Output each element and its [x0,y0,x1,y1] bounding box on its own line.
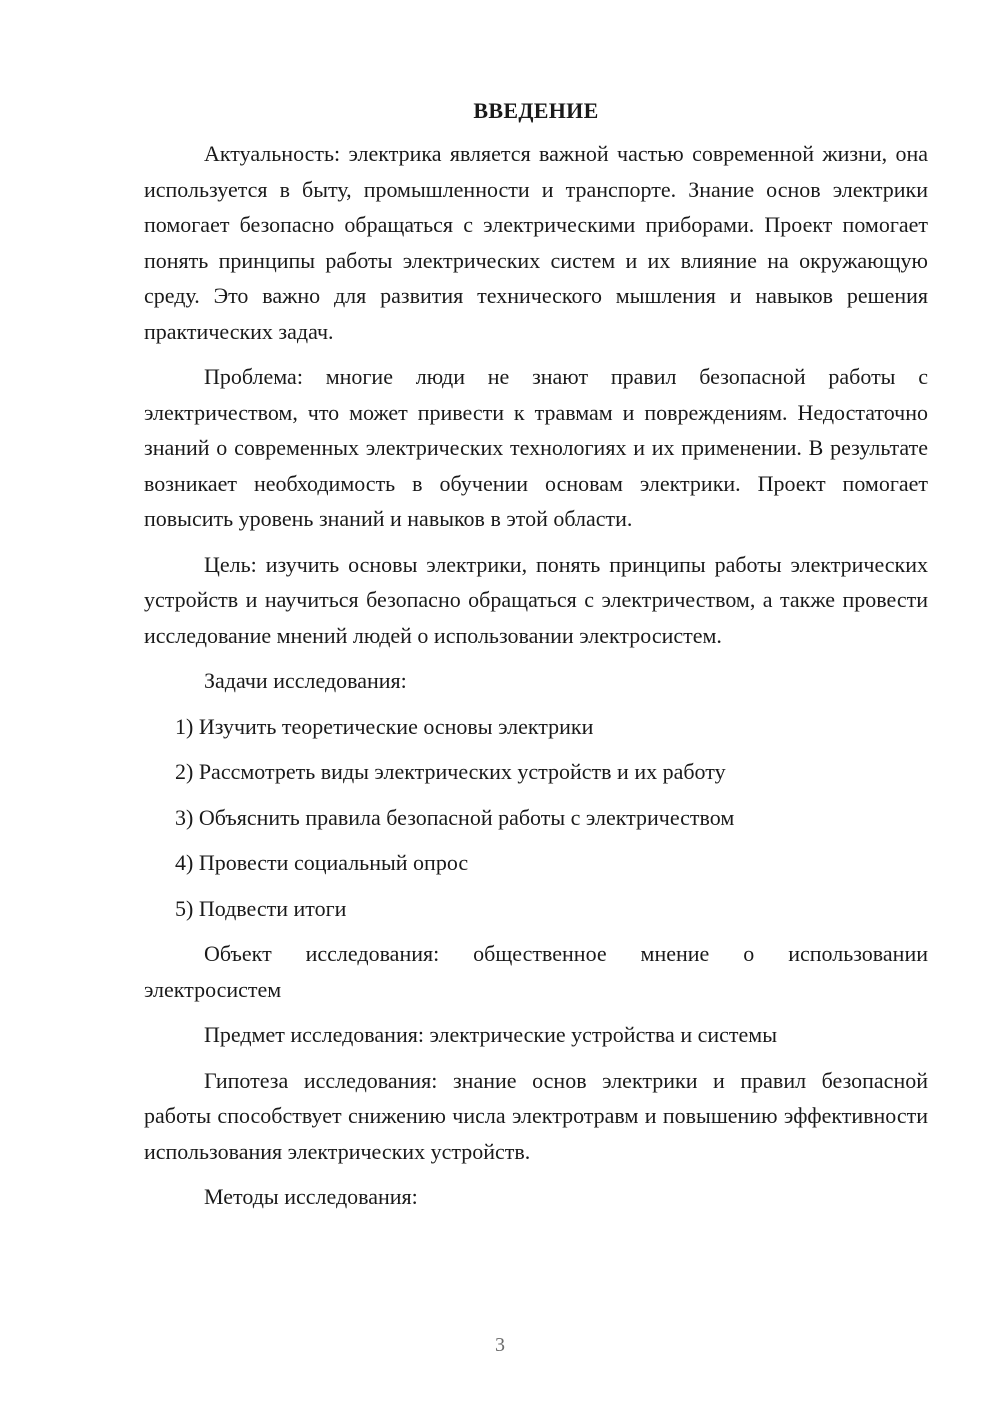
list-item: 3) Объяснить правила безопасной работы с электричеством [175,804,735,830]
page-title: ВВЕДЕНИЕ [473,98,599,123]
tasks-list [144,709,928,927]
list-item: 2) Рассмотреть виды электрических устройств и их работу [175,759,726,784]
list-item: 5) Подвести итоги [175,895,347,921]
list-item: 4) Провести социальный опрос [175,850,469,875]
relevance-paragraph: Актуальность: электрика является важной частью современной жизни, она используется в быту, промышленности и транспорте. Знание основ электрики помогает безопасно обращаться с электрическими приборами. Проект помогает понять принципы работы электрических систем и их влияние на окружающую среду. Это важно для развития технического мышления и навыков решения практических задач. [144,141,928,344]
tasks-heading: Задачи исследования: [204,668,407,693]
list-item: 1) Изучить теоретические основы электрики [175,713,594,739]
page-number: 3 [495,1334,505,1356]
goal-paragraph: Цель: изучить основы электрики, понять принципы работы электрических устройств и научиться безопасно обращаться с электричеством, а также провести исследование мнений людей о использовании электросистем. [144,551,928,648]
object-paragraph: Объект исследования: общественное мнение о использовании электросистем [144,941,928,1002]
hypothesis-paragraph: Гипотеза исследования: знание основ электрики и правил безопасной работы способствует снижению числа электротравм и повышению эффективности использования электрических устройств. [144,1067,928,1164]
problem-paragraph: Проблема: многие люди не знают правил безопасной работы с электричеством, что может привести к травмам и повреждениям. Недостаточно знаний о современных электрических технологиях и их применении. В результате возникает необходимость в обучении основам электрики. Проект помогает повысить уровень знаний и навыков в этой области. [144,364,928,531]
subject-paragraph: Предмет исследования: электрические устройства и системы [204,1022,777,1047]
methods-heading: Методы исследования: [204,1184,418,1209]
document-page [144,96,928,1225]
